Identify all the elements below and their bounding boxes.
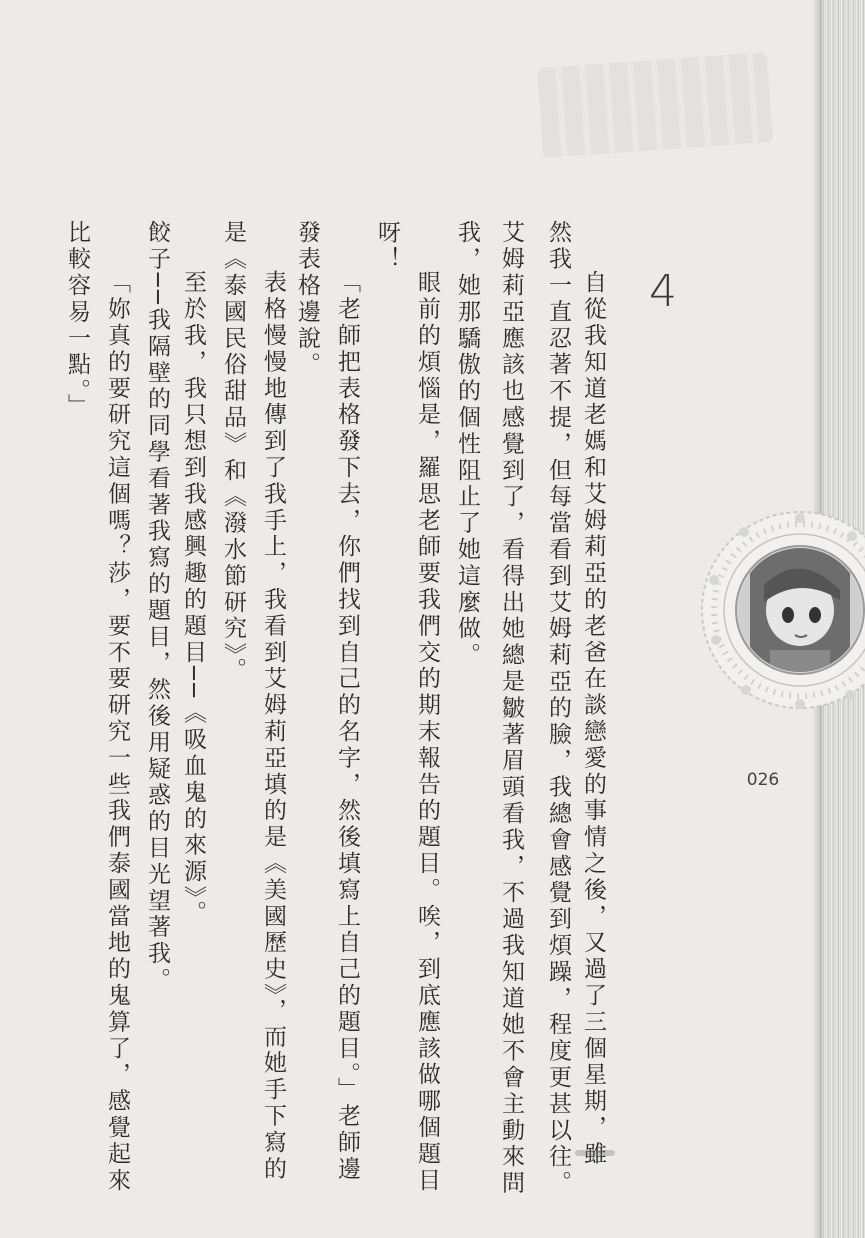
text-column-12: 餃子──我隔壁的同學看著我寫的題目，然後用疑惑的目光望著我。 [144, 220, 170, 994]
text-column-6: 呀！ [374, 220, 400, 273]
text-column-1: 自從我知道老媽和艾姆莉亞的老爸在談戀愛的事情之後，又過了三個星期，雖 [580, 270, 606, 1168]
chapter-number: 4 [649, 266, 677, 317]
page-number: 026 [746, 770, 780, 790]
text-column-11: 至於我，我只想到我感興趣的題目──《吸血鬼的來源》。 [180, 270, 206, 927]
text-column-4: 我，她那驕傲的個性阻止了她這麼做。 [454, 220, 480, 669]
text-column-14: 比較容易一點。」 [64, 220, 90, 420]
text-column-5: 眼前的煩惱是，羅思老師要我們交的期末報告的題目。唉，到底應該做哪個題目 [414, 270, 440, 1194]
text-column-13: 「妳真的要研究這個嗎？莎，要不要研究一些我們泰國當地的鬼算了，感覺起來 [104, 270, 130, 1194]
text-column-2: 然我一直忍著不提，但每當看到艾姆莉亞的臉，我總會感覺到煩躁，程度更甚以往。 [545, 220, 571, 1197]
text-column-3: 艾姆莉亞應該也感覺到了，看得出她總是皺著眉頭看我，不過我知道她不會主動來問 [498, 220, 524, 1197]
text-column-10: 是《泰國民俗甜品》和《潑水節研究》。 [220, 220, 246, 684]
text-column-7: 「老師把表格發下去，你們找到自己的名字，然後填寫上自己的題目。」老師邊 [334, 270, 360, 1183]
ink-smudge [575, 1150, 615, 1156]
lace-frame-illustration [700, 490, 865, 750]
text-column-8: 發表格邊說。 [294, 220, 320, 379]
show-through-title [537, 52, 773, 158]
text-column-9: 表格慢慢地傳到了我手上，我看到艾姆莉亞填的是《美國歷史》，而她手下寫的 [260, 270, 286, 1183]
